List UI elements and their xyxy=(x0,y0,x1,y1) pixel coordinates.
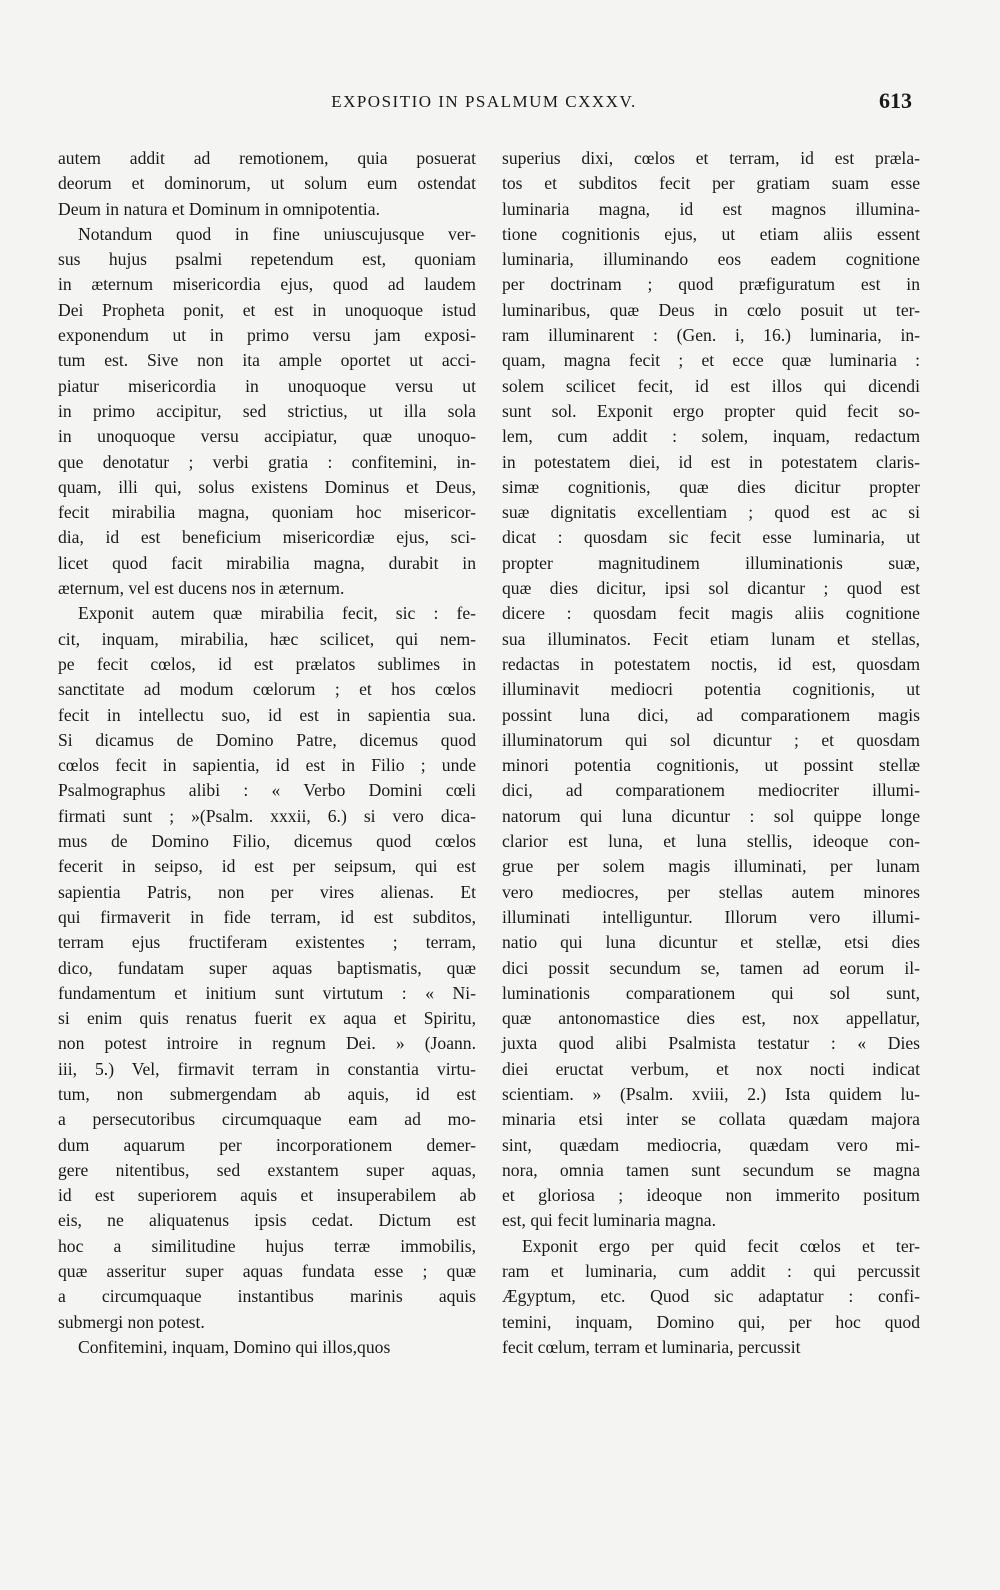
text-line: possint luna dici, ad comparationem magis xyxy=(502,704,920,725)
text-line: exponendum ut in primo versu jam exposi- xyxy=(58,325,476,346)
text-line: mus de Domino Filio, dicemus quod cœlos xyxy=(58,831,476,852)
text-line: sus hujus psalmi repetendum est, quoniam xyxy=(58,249,476,270)
text-line: firmati sunt ; »(Psalm. xxxii, 6.) si vero dica- xyxy=(58,805,476,826)
text-line: dum aquarum per incorporationem demer- xyxy=(58,1134,476,1155)
text-line: fecit in intellectu suo, id est in sapientia sua. xyxy=(58,704,476,725)
text-line: a circumquaque instantibus marinis aquis xyxy=(58,1286,476,1307)
running-title: EXPOSITIO IN PSALMUM CXXXV. xyxy=(331,92,637,111)
text-line: in æternum misericordia ejus, quod ad laudem xyxy=(58,274,476,295)
left-text-column xyxy=(58,146,476,1360)
text-line: clarior est luna, et luna stellis, ideoque con- xyxy=(502,831,920,852)
text-line: non potest introire in regnum Dei. » (Joann. xyxy=(58,1033,476,1054)
text-line: eis, ne aliquatenus ipsis cedat. Dictum est xyxy=(58,1210,476,1231)
text-line: dicat : quosdam sic fecit esse luminaria, ut xyxy=(502,527,920,548)
text-line: redactas in potestatem noctis, id est, quosdam xyxy=(502,653,920,674)
text-line: gere nitentibus, sed exstantem super aquas, xyxy=(58,1159,476,1180)
text-line: quæ asseritur super aquas fundata esse ; quæ xyxy=(58,1261,476,1282)
text-line: dia, id est beneficium misericordiæ ejus, sci- xyxy=(58,527,476,548)
text-line: Psalmographus alibi : « Verbo Domini cœli xyxy=(58,780,476,801)
text-line: ram et luminaria, cum addit : qui percussit xyxy=(502,1261,920,1282)
text-line: qui firmaverit in fide terram, id est subditos, xyxy=(58,906,476,927)
text-line: quæ dies dicitur, ipsi sol dicantur ; quod est xyxy=(502,578,920,599)
text-line: quam, illi qui, solus existens Dominus et Deus, xyxy=(58,476,476,497)
page-number: 613 xyxy=(879,88,912,113)
text-line: Deum in natura et Dominum in omnipotentia. xyxy=(58,198,381,219)
text-line: simæ cognitionis, quæ dies dicitur propter xyxy=(502,476,920,497)
text-line: Ægyptum, etc. Quod sic adaptatur : confi- xyxy=(502,1286,920,1307)
text-line: id est superiorem aquis et insuperabilem ab xyxy=(58,1185,476,1206)
text-line: deorum et dominorum, ut solum eum ostendat xyxy=(58,173,476,194)
text-line: dicere : quosdam fecit magis aliis cognitione xyxy=(502,603,920,624)
text-line: diei eructat verbum, et nox nocti indicat xyxy=(502,1058,920,1079)
text-line: solem scilicet fecit, id est illos qui dicendi xyxy=(502,375,920,396)
text-line: luminaribus, quæ Deus in cœlo posuit ut ter- xyxy=(502,299,920,320)
text-line: pe fecit cœlos, id est prælatos sublimes in xyxy=(58,653,476,674)
text-line: temini, inquam, Domino qui, per hoc quod xyxy=(502,1311,920,1332)
text-line: sua illuminatos. Fecit etiam lunam et stellas, xyxy=(502,628,920,649)
text-line: in potestatem diei, id est in potestatem claris- xyxy=(502,451,920,472)
text-line: luminaria, illuminando eos eadem cognitione xyxy=(502,249,920,270)
text-line: piatur misericordia in unoquoque versu ut xyxy=(58,375,476,396)
text-line: cit, inquam, mirabilia, hæc scilicet, qui nem- xyxy=(58,628,476,649)
text-line: iii, 5.) Vel, firmavit terram in constantia virtu- xyxy=(58,1058,476,1079)
text-line: a persecutoribus circumquaque eam ad mo- xyxy=(58,1109,476,1130)
text-line: in unoquoque versu accipiatur, quæ unoquo- xyxy=(58,426,476,447)
text-line: per doctrinam ; quod præfiguratum est in xyxy=(502,274,920,295)
text-line: superius dixi, cœlos et terram, id est præla- xyxy=(502,148,920,168)
text-line: terram ejus fructiferam existentes ; terram, xyxy=(58,932,476,953)
text-line: grue per solem magis illuminati, per lunam xyxy=(502,856,920,877)
text-line: dico, fundatam super aquas baptismatis, quæ xyxy=(58,957,476,978)
text-line: dici possit secundum se, tamen ad eorum il- xyxy=(502,957,920,978)
text-line: Si dicamus de Domino Patre, dicemus quod xyxy=(58,729,476,750)
text-line: quam, magna fecit ; et ecce quæ luminaria : xyxy=(502,350,920,371)
text-line: cœlos fecit in sapientia, id est in Filio ; unde xyxy=(58,755,476,776)
text-line: Confitemini, inquam, Domino qui illos,quos xyxy=(78,1336,391,1357)
text-line: autem addit ad remotionem, quia posuerat xyxy=(58,148,476,168)
text-line: scientiam. » (Psalm. xviii, 2.) Ista quidem lu- xyxy=(502,1083,920,1104)
text-line: licet quod facit mirabilia magna, durabit in xyxy=(58,552,476,573)
text-line: tum est. Sive non ita ample oportet ut acci- xyxy=(58,350,476,371)
text-line: Notandum quod in fine uniuscujusque ver- xyxy=(78,223,476,244)
text-line: sint, quædam mediocria, quædam vero mi- xyxy=(502,1134,920,1155)
text-line: dici, ad comparationem mediocriter illumi- xyxy=(502,780,920,801)
right-text-column xyxy=(502,146,920,1360)
text-line: sanctitate ad modum cœlorum ; et hos cœlos xyxy=(58,679,476,700)
text-line: vero mediocres, per stellas autem minores xyxy=(502,881,920,902)
text-line: Exponit ergo per quid fecit cœlos et ter- xyxy=(522,1235,920,1256)
text-line: fundamentum et initium sunt virtutum : « Ni- xyxy=(58,982,476,1003)
text-line: illuminatorum qui sol dicuntur ; et quosdam xyxy=(502,729,920,750)
text-line: æternum, vel est ducens nos in æternum. xyxy=(58,578,345,599)
text-line: tum, non submergendam ab aquis, id est xyxy=(58,1083,476,1104)
text-line: illuminavit mediocri potentia cognitionis, ut xyxy=(502,679,920,700)
text-line: que denotatur ; verbi gratia : confitemini, in- xyxy=(58,451,476,472)
text-line: est, qui fecit luminaria magna. xyxy=(502,1210,716,1231)
text-line: minori potentia cognitionis, ut possint stellæ xyxy=(502,755,920,776)
text-line: minaria etsi inter se collata quædam majora xyxy=(502,1109,920,1130)
text-line: suæ dignitatis excellentiam ; quod est ac si xyxy=(502,502,920,523)
text-line: lem, cum addit : solem, inquam, redactum xyxy=(502,426,920,447)
text-line: Dei Propheta ponit, et est in unoquoque istud xyxy=(58,299,476,320)
text-line: tione cognitionis ejus, ut etiam aliis essent xyxy=(502,223,920,244)
text-line: si enim quis renatus fuerit ex aqua et Spiritu, xyxy=(58,1008,476,1029)
text-line: illuminati intelliguntur. Illorum vero illumi- xyxy=(502,906,920,927)
text-line: natorum qui luna dicuntur : sol quippe longe xyxy=(502,805,920,826)
text-line: natio qui luna dicuntur et stellæ, etsi dies xyxy=(502,932,920,953)
text-line: juxta quod alibi Psalmista testatur : « Dies xyxy=(502,1033,920,1054)
text-line: nora, omnia tamen sunt secundum se magna xyxy=(502,1159,920,1180)
text-line: quæ antonomastice dies est, nox appellatur, xyxy=(502,1008,920,1029)
text-line: propter magnitudinem illuminationis suæ, xyxy=(502,552,920,573)
text-line: fecerit in seipso, id est per seipsum, qui est xyxy=(58,856,476,877)
text-line: sapientia Patris, non per vires alienas. Et xyxy=(58,881,476,902)
text-line: hoc a similitudine hujus terræ immobilis, xyxy=(58,1235,476,1256)
text-line: fecit mirabilia magna, quoniam hoc misericor- xyxy=(58,502,476,523)
text-line: tos et subditos fecit per gratiam suam esse xyxy=(502,173,920,194)
text-line: Exponit autem quæ mirabilia fecit, sic : fe- xyxy=(78,603,476,624)
text-line: et gloriosa ; ideoque non immerito positum xyxy=(502,1185,920,1206)
text-line: submergi non potest. xyxy=(58,1311,205,1332)
page-header xyxy=(56,86,912,116)
text-line: luminationis comparationem qui sol sunt, xyxy=(502,982,920,1003)
text-line: ram illuminarent : (Gen. i, 16.) luminaria, in- xyxy=(502,325,920,346)
text-line: sunt sol. Exponit ergo propter quid fecit so- xyxy=(502,400,920,421)
text-line: luminaria magna, id est magnos illumina- xyxy=(502,198,920,219)
text-line: fecit cœlum, terram et luminaria, percussit xyxy=(502,1336,801,1357)
text-line: in primo accipitur, sed strictius, ut illa sola xyxy=(58,400,476,421)
